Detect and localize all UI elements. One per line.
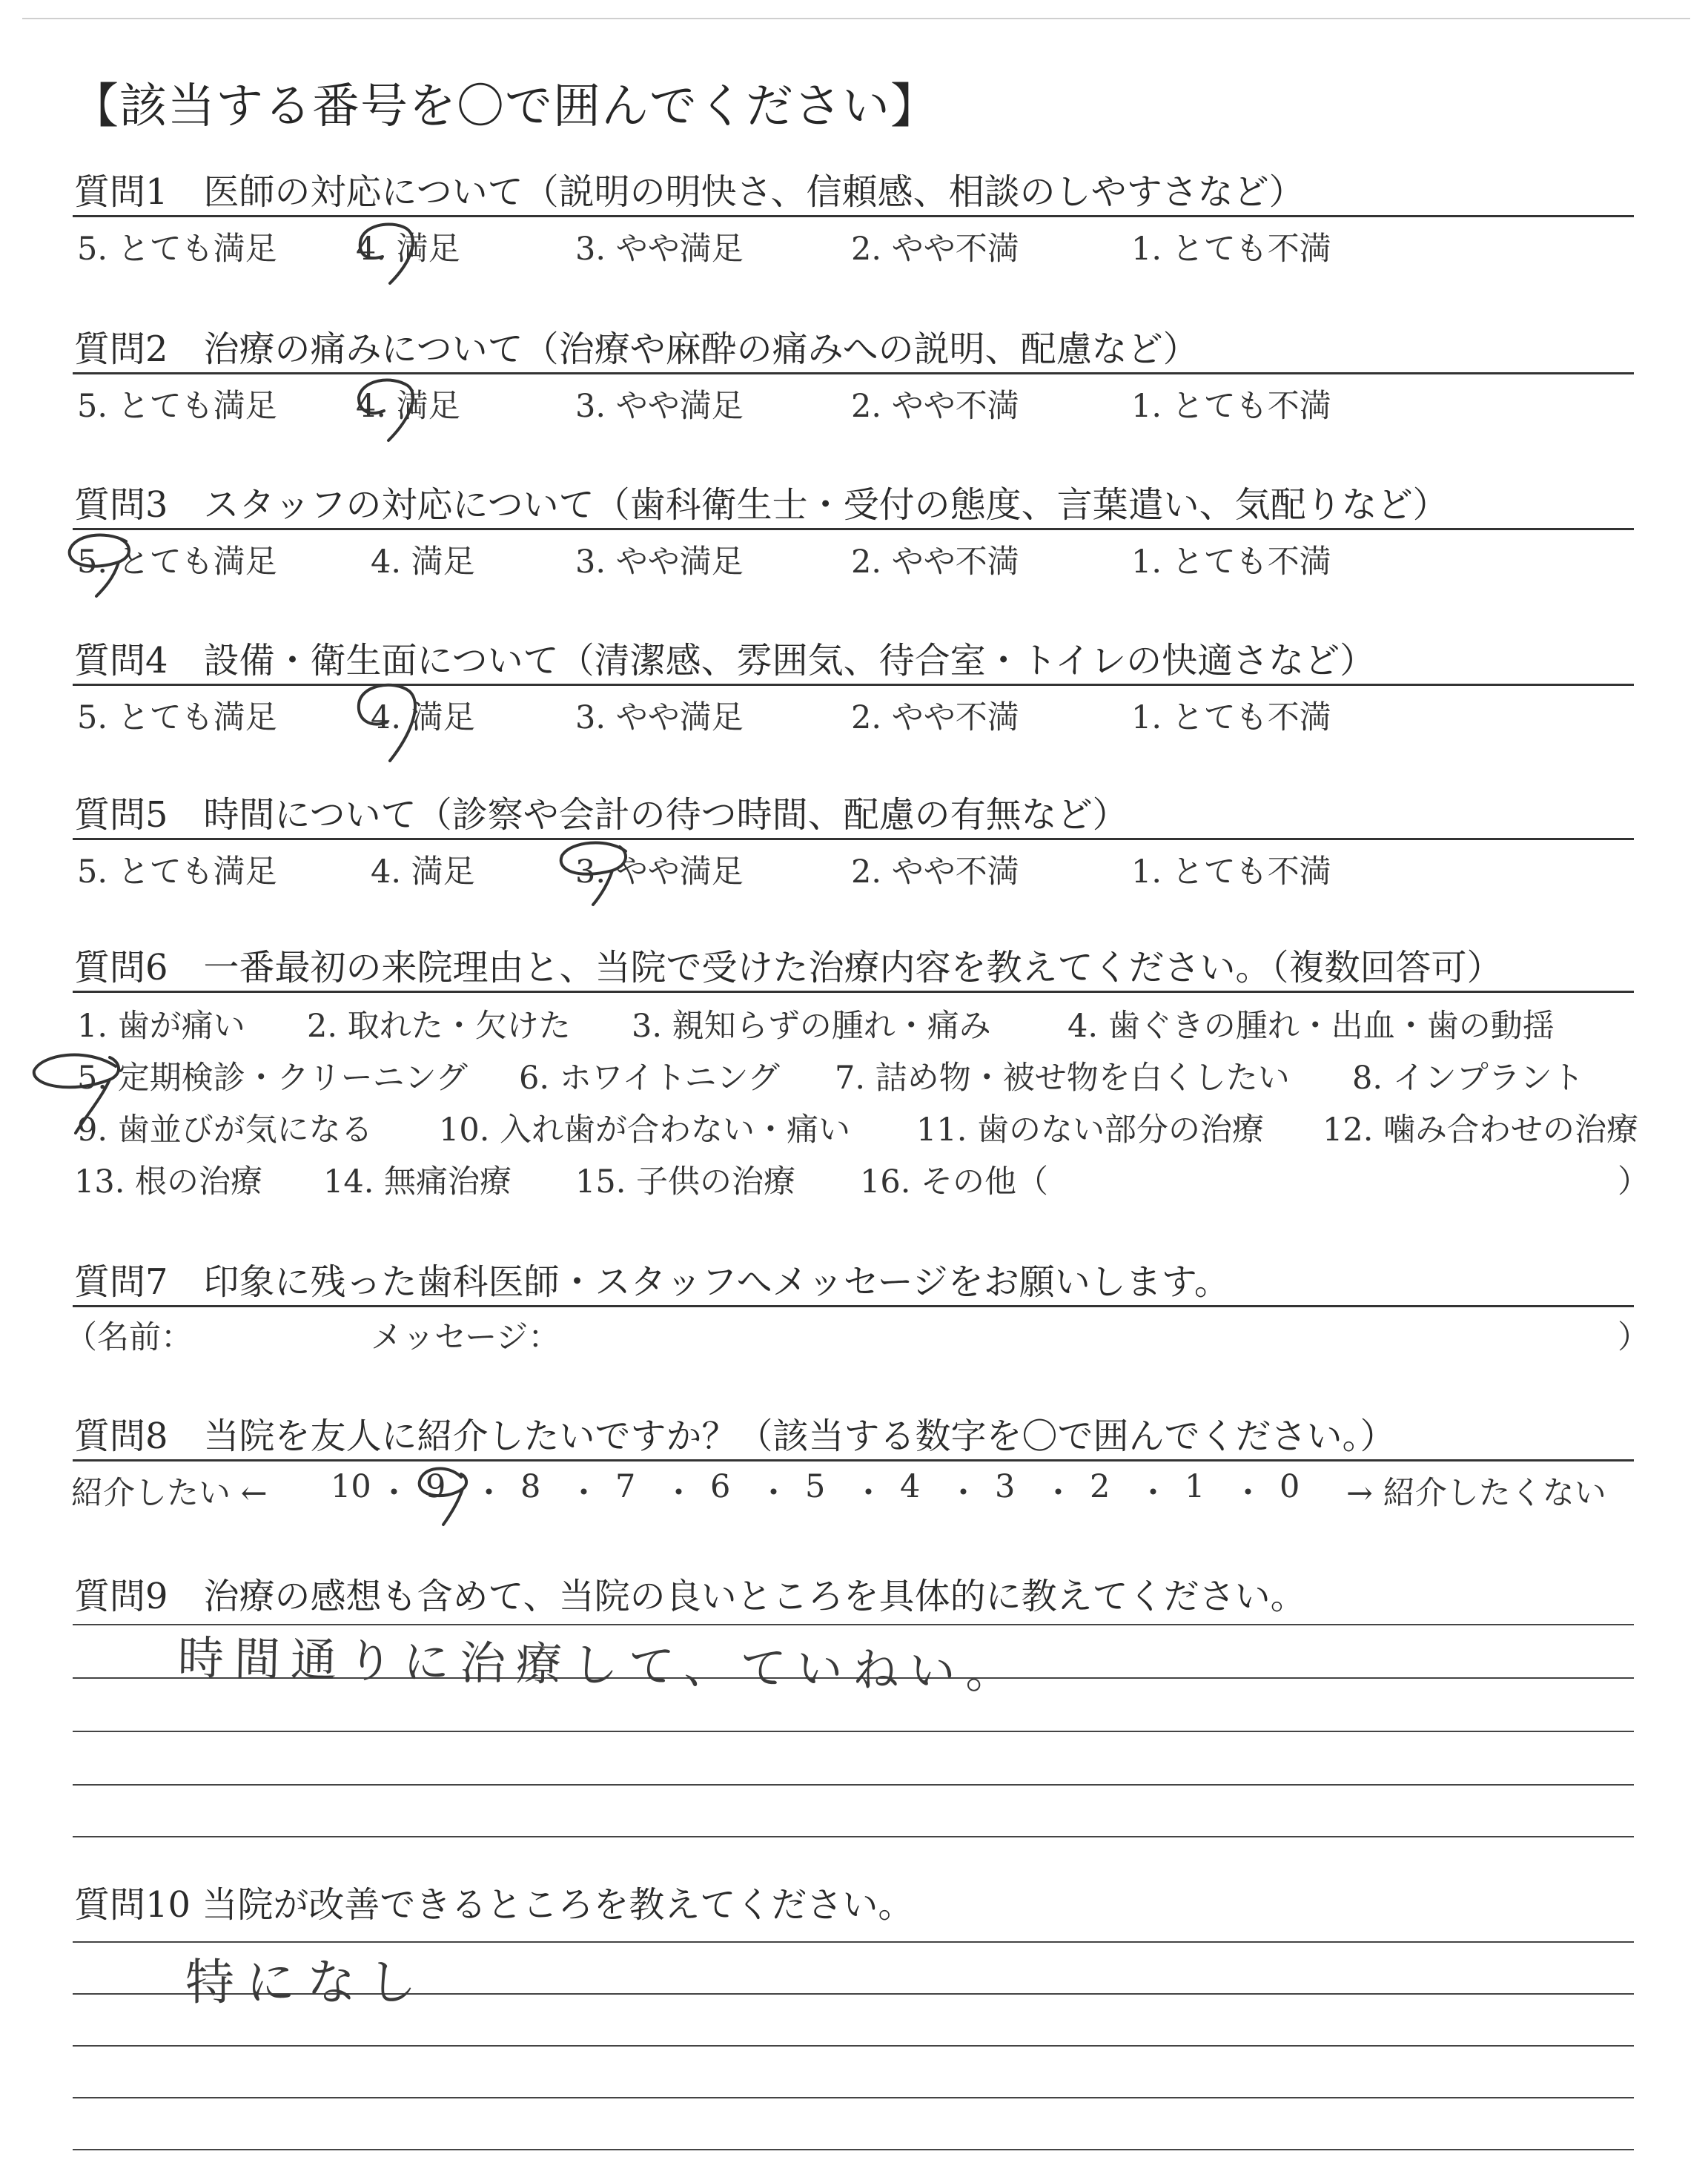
q6-option-2[interactable]: 2. 取れた・欠けた xyxy=(307,1008,571,1045)
q6-option-7[interactable]: 7. 詰め物・被せ物を白くしたい xyxy=(835,1060,1290,1097)
q4-selected-circle-mark xyxy=(345,672,427,768)
q6-option-5[interactable]: 5. 定期検診・クリーニング xyxy=(77,1060,468,1097)
q2-option-5[interactable]: 5. とても満足 xyxy=(77,388,277,425)
q6-option-14[interactable]: 14. 無痛治療 xyxy=(323,1163,512,1200)
q6-option-1[interactable]: 1. 歯が痛い xyxy=(77,1008,245,1045)
q2-option-1[interactable]: 1. とても不満 xyxy=(1131,388,1331,425)
q8-right-label: → 紹介したくない xyxy=(1346,1475,1606,1512)
q8-scale-value-4[interactable]: 4 xyxy=(900,1468,921,1505)
q7-message-label: メッセージ： xyxy=(371,1319,560,1356)
q6-option-9[interactable]: 9. 歯並びが気になる xyxy=(77,1112,373,1149)
question-3-label: 質問3 スタッフの対応について（歯科衛生士・受付の態度、言葉遣い、気配りなど） xyxy=(74,484,1449,526)
q10-handwritten-answer: 特になし xyxy=(185,1954,428,2011)
question-2-label: 質問2 治療の痛みについて（治療や麻酔の痛みへの説明、配慮など） xyxy=(74,328,1199,370)
q6-option-4[interactable]: 4. 歯ぐきの腫れ・出血・歯の動揺 xyxy=(1068,1008,1555,1045)
q8-scale-value-9[interactable]: 9 xyxy=(426,1468,446,1505)
question-7-label: 質問7 印象に残った歯科医師・スタッフへメッセージをお願いします。 xyxy=(74,1261,1230,1303)
q7-name-label: （名前： xyxy=(65,1319,193,1356)
q3-option-4[interactable]: 4. 満足 xyxy=(371,544,475,581)
question-1-label: 質問1 医師の対応について（説明の明快さ、信頼感、相談のしやすさなど） xyxy=(74,171,1305,213)
scan-edge-line xyxy=(22,18,1690,19)
q8-scale-value-0[interactable]: 0 xyxy=(1280,1468,1300,1505)
q5-option-1[interactable]: 1. とても不満 xyxy=(1131,853,1331,891)
question-5-rule xyxy=(73,838,1634,840)
q4-option-3[interactable]: 3. やや満足 xyxy=(575,699,744,736)
question-7-rule xyxy=(73,1305,1634,1307)
q6-option-11[interactable]: 11. 歯のない部分の治療 xyxy=(916,1112,1265,1149)
question-4-label: 質問4 設備・衛生面について（清潔感、雰囲気、待合室・トイレの快適さなど） xyxy=(74,640,1376,681)
question-5-label: 質問5 時間について（診察や会計の待つ時間、配慮の有無など） xyxy=(74,794,1128,836)
q10-answer-line-3 xyxy=(73,2045,1634,2047)
q9-answer-line-3 xyxy=(73,1731,1634,1732)
q4-option-5[interactable]: 5. とても満足 xyxy=(77,699,277,736)
q8-separator: ・ xyxy=(663,1475,695,1512)
q9-answer-line-5 xyxy=(73,1836,1634,1837)
q1-option-4[interactable]: 4. 満足 xyxy=(356,231,460,268)
q8-scale-value-5[interactable]: 5 xyxy=(805,1468,826,1505)
q8-selected-circle-stroke xyxy=(420,1469,466,1525)
q6-other-close-paren: ） xyxy=(1618,1163,1649,1200)
q2-option-3[interactable]: 3. やや満足 xyxy=(575,388,744,425)
question-6-label: 質問6 一番最初の来院理由と、当院で受けた治療内容を教えてください。（複数回答可） xyxy=(74,947,1503,988)
q2-option-2[interactable]: 2. やや不満 xyxy=(851,388,1019,425)
q8-separator: ・ xyxy=(568,1475,600,1512)
q8-separator: ・ xyxy=(947,1475,979,1512)
q3-selected-circle-mark xyxy=(59,522,148,604)
q9-answer-line-4 xyxy=(73,1784,1634,1786)
q3-option-5[interactable]: 5. とても満足 xyxy=(77,544,277,581)
question-2-rule xyxy=(73,372,1634,374)
q2-selected-circle-mark xyxy=(345,365,427,446)
q8-separator: ・ xyxy=(473,1475,505,1512)
q6-option-16[interactable]: 16. その他（ xyxy=(860,1163,1049,1200)
q6-option-13[interactable]: 13. 根の治療 xyxy=(74,1163,263,1200)
q4-option-4[interactable]: 4. 満足 xyxy=(371,699,475,736)
q3-option-3[interactable]: 3. やや満足 xyxy=(575,544,744,581)
q4-option-1[interactable]: 1. とても不満 xyxy=(1131,699,1331,736)
question-4-rule xyxy=(73,684,1634,686)
q8-selected-circle-mark xyxy=(409,1455,476,1536)
q8-separator: ・ xyxy=(758,1475,790,1512)
q8-separator: ・ xyxy=(1232,1475,1264,1512)
q10-answer-line-4 xyxy=(73,2097,1634,2098)
question-8-rule xyxy=(73,1459,1634,1462)
q8-separator: ・ xyxy=(1137,1475,1169,1512)
question-10-label: 質問10 当院が改善できるところを教えてください。 xyxy=(74,1884,914,1926)
q2-option-4[interactable]: 4. 満足 xyxy=(356,388,460,425)
q6-selected-circle-mark-5-and-9 xyxy=(27,1037,138,1148)
q9-handwritten-answer: 時間通りに治療して、ていねい。 xyxy=(177,1631,1023,1700)
q1-option-2[interactable]: 2. やや不満 xyxy=(851,231,1019,268)
q8-scale-value-6[interactable]: 6 xyxy=(710,1468,731,1505)
q8-scale-value-2[interactable]: 2 xyxy=(1090,1468,1110,1505)
page-title: 【該当する番号を〇で囲んでください】 xyxy=(71,79,939,134)
q8-scale-value-1[interactable]: 1 xyxy=(1185,1468,1205,1505)
q8-scale-value-8[interactable]: 8 xyxy=(520,1468,541,1505)
q8-left-label: 紹介したい ← xyxy=(71,1475,268,1512)
q1-option-3[interactable]: 3. やや満足 xyxy=(575,231,744,268)
q3-option-2[interactable]: 2. やや不満 xyxy=(851,544,1019,581)
q6-option-15[interactable]: 15. 子供の治療 xyxy=(575,1163,796,1200)
q6-option-8[interactable]: 8. インプラント xyxy=(1352,1060,1584,1097)
q10-answer-line-5 xyxy=(73,2149,1634,2150)
q8-scale-value-7[interactable]: 7 xyxy=(615,1468,636,1505)
q5-selected-circle-mark xyxy=(549,832,645,914)
question-1-rule xyxy=(73,215,1634,217)
q5-option-4[interactable]: 4. 満足 xyxy=(371,853,475,891)
q6-option-6[interactable]: 6. ホワイトニング xyxy=(519,1060,780,1097)
q5-option-5[interactable]: 5. とても満足 xyxy=(77,853,277,891)
q8-recommend-scale xyxy=(0,1468,1708,1513)
q8-scale-value-10[interactable]: 10 xyxy=(331,1468,371,1505)
question-3-rule xyxy=(73,528,1634,530)
q8-separator: ・ xyxy=(853,1475,884,1512)
q1-option-1[interactable]: 1. とても不満 xyxy=(1131,231,1331,268)
question-8-label: 質問8 当院を友人に紹介したいですか？（該当する数字を〇で囲んでください。） xyxy=(74,1416,1396,1457)
q8-scale-value-3[interactable]: 3 xyxy=(995,1468,1016,1505)
q5-option-2[interactable]: 2. やや不満 xyxy=(851,853,1019,891)
q3-option-1[interactable]: 1. とても不満 xyxy=(1131,544,1331,581)
q8-separator: ・ xyxy=(1042,1475,1074,1512)
q7-close-paren: ） xyxy=(1618,1319,1649,1356)
q1-selected-circle-mark xyxy=(345,209,427,291)
question-6-rule xyxy=(73,991,1634,993)
q4-option-2[interactable]: 2. やや不満 xyxy=(851,699,1019,736)
q1-option-5[interactable]: 5. とても満足 xyxy=(77,231,277,268)
q6-option-12[interactable]: 12. 噛み合わせの治療 xyxy=(1323,1112,1639,1149)
question-9-label: 質問9 治療の感想も含めて、当院の良いところを具体的に教えてください。 xyxy=(74,1576,1306,1617)
q6-option-10[interactable]: 10. 入れ歯が合わない・痛い xyxy=(439,1112,851,1149)
q6-option-3[interactable]: 3. 親知らずの腫れ・痛み xyxy=(632,1008,991,1045)
q5-option-3[interactable]: 3. やや満足 xyxy=(575,853,744,891)
q8-separator: ・ xyxy=(378,1475,410,1512)
